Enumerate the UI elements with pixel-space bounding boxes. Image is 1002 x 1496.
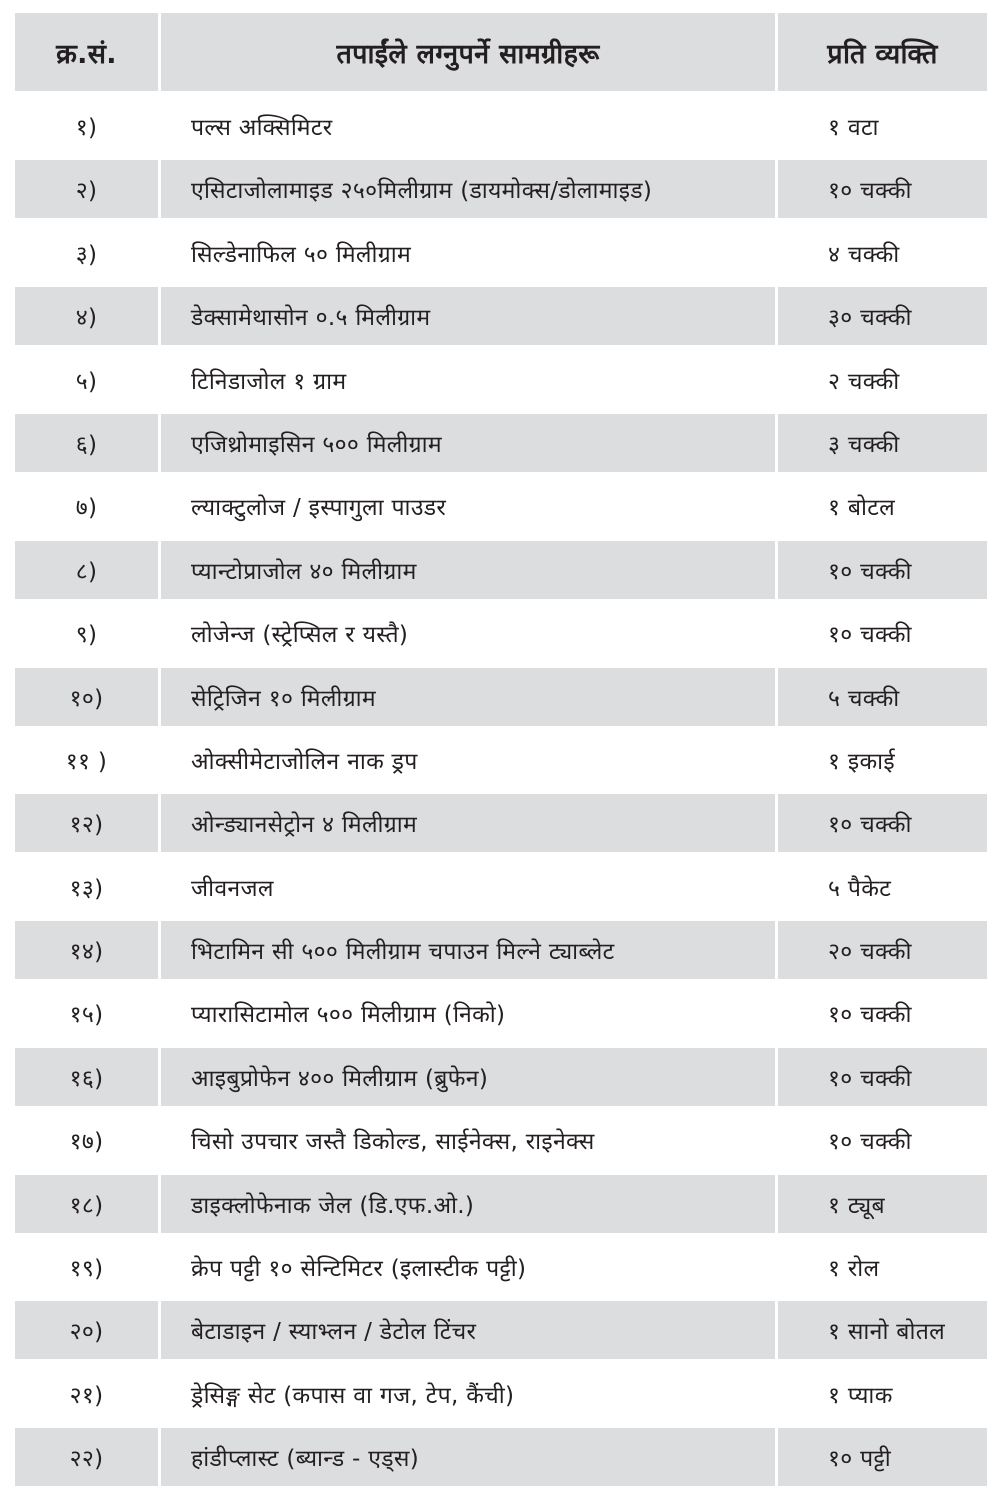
table-row: [15, 1111, 987, 1169]
table-row: [15, 1301, 987, 1359]
table-row: [15, 858, 987, 916]
table-row: [15, 1048, 987, 1106]
row-quantity: १० चक्की: [828, 1002, 912, 1029]
row-serial: १४): [15, 921, 158, 979]
row-quantity: १० चक्की: [778, 1048, 987, 1106]
row-item: ड्रेसिङ्ग सेट (कपास वा गज, टेप, कैंची): [191, 1382, 515, 1409]
row-quantity: १० चक्की: [828, 1129, 912, 1156]
table-body: [15, 97, 987, 1486]
row-item: चिसो उपचार जस्तै डिकोल्ड, साईनेक्स, राइनेक्स: [191, 1129, 595, 1156]
table-row: [15, 287, 987, 345]
row-serial: १२): [15, 794, 158, 852]
table-row: [15, 351, 987, 409]
table-header: [15, 13, 987, 91]
row-quantity: १० चक्की: [778, 541, 987, 599]
row-quantity: १० चक्की: [778, 160, 987, 218]
row-serial: १९): [69, 1256, 104, 1283]
table-row: [15, 477, 987, 535]
row-quantity: १ रोल: [828, 1256, 880, 1283]
row-serial: ११ ): [65, 748, 108, 775]
row-quantity: २ चक्की: [828, 368, 900, 395]
table-row: [15, 97, 987, 155]
row-serial: ७): [75, 495, 98, 522]
row-item: भिटामिन सी ५०० मिलीग्राम चपाउन मिल्ने ट्याब्लेट: [161, 921, 775, 979]
row-quantity: १ प्याक: [828, 1382, 893, 1409]
row-serial: १०): [15, 668, 158, 726]
table-row: [15, 160, 987, 218]
row-serial: ६): [15, 414, 158, 472]
row-serial: ३): [75, 241, 98, 268]
row-item: डाइक्लोफेनाक जेल (डि.एफ.ओ.): [161, 1175, 775, 1233]
row-quantity: १ सानो बोतल: [778, 1301, 987, 1359]
supplies-table: [15, 13, 987, 1492]
row-item: ओन्ड्यानसेट्रोन ४ मिलीग्राम: [161, 794, 775, 852]
row-item: क्रेप पट्टी १० सेन्टिमिटर (इलास्टीक पट्टी): [191, 1256, 527, 1283]
row-item: प्यान्टोप्राजोल ४० मिलीग्राम: [161, 541, 775, 599]
row-item: हांडीप्लास्ट (ब्यान्ड - एड्स): [161, 1428, 775, 1486]
row-quantity: १० चक्की: [778, 794, 987, 852]
row-item: जीवनजल: [191, 875, 274, 902]
row-item: प्यारासिटामोल ५०० मिलीग्राम (निको): [191, 1002, 506, 1029]
header-per-person: प्रति व्यक्ति: [778, 13, 987, 91]
header-item: तपाईंले लग्नुपर्ने सामग्रीहरू: [161, 13, 775, 91]
row-serial: २२): [15, 1428, 158, 1486]
table-row: [15, 604, 987, 662]
row-serial: २१): [69, 1382, 104, 1409]
table-row: [15, 1428, 987, 1486]
row-item: आइबुप्रोफेन ४०० मिलीग्राम (ब्रुफेन): [161, 1048, 775, 1106]
table-row: [15, 668, 987, 726]
table-row: [15, 1175, 987, 1233]
row-serial: २): [15, 160, 158, 218]
row-serial: १३): [69, 875, 104, 902]
table-row: [15, 224, 987, 282]
row-item: डेक्सामेथासोन ०.५ मिलीग्राम: [161, 287, 775, 345]
row-serial: ५): [75, 368, 98, 395]
row-item: सेट्रिजिन १० मिलीग्राम: [161, 668, 775, 726]
row-quantity: ५ पैकेट: [828, 875, 892, 902]
table-row: [15, 794, 987, 852]
row-item: बेटाडाइन / स्याभ्लन / डेटोल टिंचर: [161, 1301, 775, 1359]
row-quantity: १० चक्की: [828, 622, 912, 649]
row-quantity: ३० चक्की: [778, 287, 987, 345]
header-serial: क्र.सं.: [15, 13, 158, 91]
row-item: एजिथ्रोमाइसिन ५०० मिलीग्राम: [161, 414, 775, 472]
row-quantity: १ ट्यूब: [778, 1175, 987, 1233]
row-item: लोजेन्ज (स्ट्रेप्सिल र यस्तै): [191, 622, 409, 649]
row-quantity: ५ चक्की: [778, 668, 987, 726]
row-serial: १५): [69, 1002, 104, 1029]
row-item: पल्स अक्सिमिटर: [191, 115, 333, 141]
row-quantity: ३ चक्की: [778, 414, 987, 472]
row-quantity: १० पट्टी: [778, 1428, 987, 1486]
table-row: [15, 731, 987, 789]
table-row: [15, 921, 987, 979]
row-quantity: १ वटा: [828, 115, 879, 141]
row-item: ओक्सीमेटाजोलिन नाक ड्रप: [191, 748, 418, 775]
row-serial: १): [75, 115, 98, 141]
row-serial: १७): [69, 1129, 104, 1156]
table-row: [15, 541, 987, 599]
table-row: [15, 1238, 987, 1296]
row-item: एसिटाजोलामाइड २५०मिलीग्राम (डायमोक्स/डोलामाइड): [161, 160, 775, 218]
row-quantity: ४ चक्की: [828, 241, 900, 268]
row-item: ल्याक्टुलोज / इस्पागुला पाउडर: [191, 495, 447, 522]
table-row: [15, 414, 987, 472]
row-item: टिनिडाजोल १ ग्राम: [191, 368, 347, 395]
row-serial: ४): [15, 287, 158, 345]
row-serial: १६): [15, 1048, 158, 1106]
row-quantity: २० चक्की: [778, 921, 987, 979]
row-serial: ८): [15, 541, 158, 599]
row-quantity: १ इकाई: [828, 748, 895, 775]
table-row: [15, 1365, 987, 1423]
row-item: सिल्डेनाफिल ५० मिलीग्राम: [191, 241, 412, 268]
row-quantity: १ बोटल: [828, 495, 896, 522]
row-serial: २०): [15, 1301, 158, 1359]
row-serial: १८): [15, 1175, 158, 1233]
row-serial: ९): [75, 622, 98, 649]
table-row: [15, 984, 987, 1042]
